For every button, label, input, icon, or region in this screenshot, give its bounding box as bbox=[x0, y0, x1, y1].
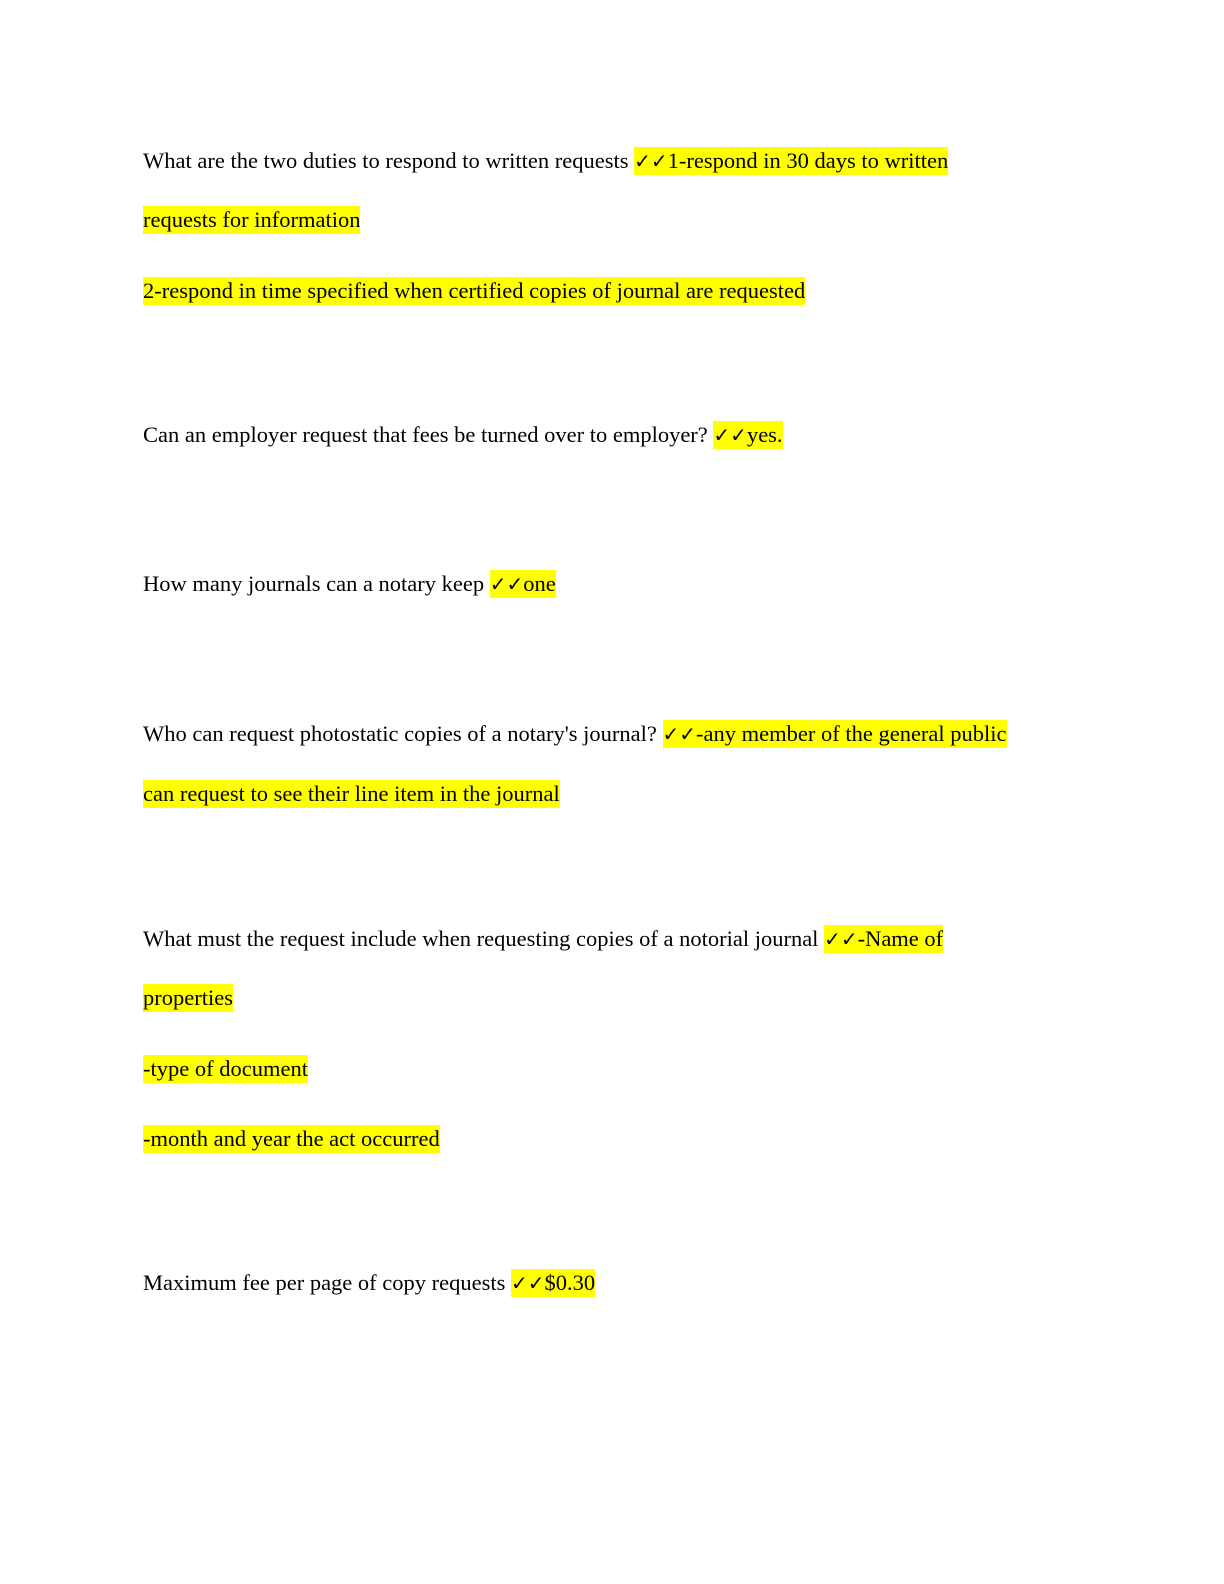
question-text: How many journals can a notary keep bbox=[143, 571, 490, 596]
question-text: What must the request include when requesting copies of a notorial journal bbox=[143, 926, 825, 951]
answer-text: -type of document bbox=[143, 1056, 308, 1081]
qa-item-question-line bbox=[143, 569, 556, 599]
answer-text: one bbox=[523, 571, 556, 596]
answer-text: 2-respond in time specified when certified copies of journal are requested bbox=[143, 278, 806, 303]
answer-highlight bbox=[663, 720, 1007, 748]
answer-line bbox=[143, 276, 805, 306]
answer-line bbox=[143, 983, 233, 1013]
answer-line bbox=[143, 205, 360, 235]
answer-highlight bbox=[511, 1269, 595, 1297]
answer-text: can request to see their line item in the journal bbox=[143, 781, 560, 806]
answer-line bbox=[143, 1054, 308, 1084]
double-check-icon: ✓✓ bbox=[824, 927, 858, 951]
answer-line bbox=[143, 1124, 440, 1154]
answer-text: $0.30 bbox=[544, 1270, 596, 1295]
double-check-icon: ✓✓ bbox=[489, 572, 524, 596]
answer-text: -any member of the general public bbox=[696, 721, 1007, 746]
question-text: Who can request photostatic copies of a notary's journal? bbox=[143, 721, 663, 746]
answer-highlight bbox=[713, 421, 782, 449]
double-check-icon: ✓✓ bbox=[511, 1271, 545, 1295]
qa-item-question-line bbox=[143, 924, 943, 954]
double-check-icon: ✓✓ bbox=[713, 423, 747, 447]
answer-text: requests for information bbox=[143, 207, 361, 232]
question-text: Can an employer request that fees be turned over to employer? bbox=[143, 422, 714, 447]
question-text: What are the two duties to respond to written requests bbox=[143, 148, 635, 173]
answer-text: -Name of bbox=[857, 926, 944, 951]
double-check-icon: ✓✓ bbox=[662, 722, 697, 746]
answer-text: properties bbox=[143, 985, 233, 1010]
qa-item-question-line bbox=[143, 719, 1007, 749]
answer-highlight bbox=[634, 147, 948, 175]
answer-text: -month and year the act occurred bbox=[143, 1126, 440, 1151]
answer-line bbox=[143, 779, 560, 809]
double-check-icon: ✓✓ bbox=[634, 149, 668, 173]
question-text: Maximum fee per page of copy requests bbox=[143, 1270, 511, 1295]
answer-text: yes. bbox=[746, 422, 783, 447]
answer-highlight bbox=[824, 925, 943, 953]
qa-item-question-line bbox=[143, 420, 783, 450]
answer-highlight bbox=[490, 570, 556, 598]
qa-item-question-line bbox=[143, 1268, 595, 1298]
answer-text: 1-respond in 30 days to written bbox=[667, 148, 949, 173]
qa-item-question-line bbox=[143, 146, 948, 176]
